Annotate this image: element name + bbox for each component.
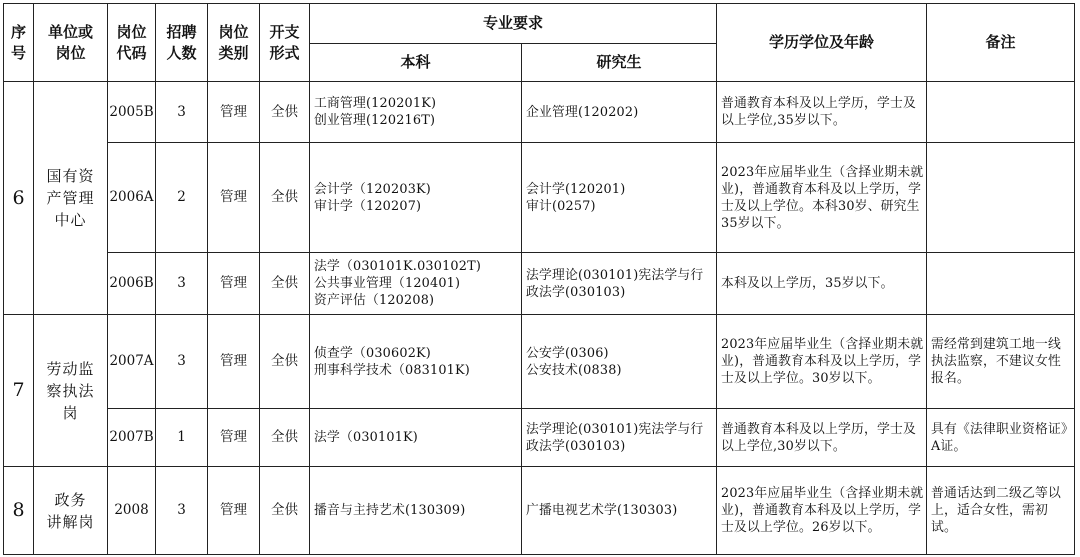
header-remarks: 备注 — [927, 4, 1075, 82]
cell-remarks: 需经常到建筑工地一线执法监察，不建议女性报名。 — [927, 315, 1075, 409]
recruitment-table — [3, 3, 1075, 555]
cell-funding: 全供 — [260, 143, 310, 253]
cell-bachelor: 侦查学（030602K) 刑事科学技术（083101K) — [310, 315, 522, 409]
cell-funding: 全供 — [260, 82, 310, 143]
table-row — [4, 253, 1075, 315]
cell-category: 管理 — [208, 409, 260, 467]
cell-count: 3 — [156, 82, 208, 143]
header-row-1 — [4, 4, 1075, 44]
header-graduate: 研究生 — [522, 44, 717, 82]
cell-code: 2006A — [108, 143, 156, 253]
cell-category: 管理 — [208, 143, 260, 253]
cell-graduate: 会计学(120201) 审计(0257) — [522, 143, 717, 253]
header-bachelor: 本科 — [310, 44, 522, 82]
table-row — [4, 467, 1075, 555]
cell-category: 管理 — [208, 467, 260, 555]
header-education: 学历学位及年龄 — [717, 4, 927, 82]
cell-funding: 全供 — [260, 253, 310, 315]
cell-education: 普通教育本科及以上学历，学士及以上学位,35岁以下。 — [717, 82, 927, 143]
cell-code: 2007A — [108, 315, 156, 409]
table-row — [4, 143, 1075, 253]
group-unit: 劳动监 察执法 岗 — [34, 315, 108, 467]
table-row — [4, 82, 1075, 143]
recruitment-table-container — [3, 3, 1075, 555]
cell-category: 管理 — [208, 82, 260, 143]
header-major: 专业要求 — [310, 4, 717, 44]
cell-graduate: 企业管理(120202) — [522, 82, 717, 143]
cell-count: 3 — [156, 253, 208, 315]
group-unit: 政务 讲解岗 — [34, 467, 108, 555]
cell-education: 2023年应届毕业生（含择业期未就业)，普通教育本科及以上学历，学士及以上学位。本科30岁、研究生35岁以下。 — [717, 143, 927, 253]
cell-graduate: 公安学(0306) 公安技术(0838) — [522, 315, 717, 409]
cell-funding: 全供 — [260, 409, 310, 467]
group-index: 8 — [4, 467, 34, 555]
cell-graduate: 法学理论(030101)宪法学与行政法学(030103) — [522, 253, 717, 315]
cell-education: 本科及以上学历，35岁以下。 — [717, 253, 927, 315]
group-unit: 国有资 产管理 中心 — [34, 82, 108, 315]
cell-funding: 全供 — [260, 467, 310, 555]
header-funding: 开支 形式 — [260, 4, 310, 82]
cell-bachelor: 工商管理(120201K) 创业管理(120216T) — [310, 82, 522, 143]
cell-count: 2 — [156, 143, 208, 253]
cell-bachelor: 会计学（120203K) 审计学（120207) — [310, 143, 522, 253]
cell-graduate: 广播电视艺术学(130303) — [522, 467, 717, 555]
cell-remarks: 具有《法律职业资格证》A证。 — [927, 409, 1075, 467]
cell-funding: 全供 — [260, 315, 310, 409]
cell-count: 1 — [156, 409, 208, 467]
cell-category: 管理 — [208, 253, 260, 315]
cell-remarks — [927, 82, 1075, 143]
cell-education: 2023年应届毕业生（含择业期未就业)，普通教育本科及以上学历，学士及以上学位。26岁以下。 — [717, 467, 927, 555]
group-index: 7 — [4, 315, 34, 467]
cell-count: 3 — [156, 315, 208, 409]
header-code: 岗位 代码 — [108, 4, 156, 82]
cell-education: 2023年应届毕业生（含择业期未就业)，普通教育本科及以上学历，学士及以上学位。30岁以下。 — [717, 315, 927, 409]
cell-code: 2008 — [108, 467, 156, 555]
header-count: 招聘 人数 — [156, 4, 208, 82]
header-unit: 单位或 岗位 — [34, 4, 108, 82]
cell-bachelor: 播音与主持艺术(130309) — [310, 467, 522, 555]
cell-bachelor: 法学（030101K) — [310, 409, 522, 467]
cell-remarks — [927, 143, 1075, 253]
table-row — [4, 409, 1075, 467]
table-row — [4, 315, 1075, 409]
cell-code: 2007B — [108, 409, 156, 467]
cell-code: 2005B — [108, 82, 156, 143]
cell-category: 管理 — [208, 315, 260, 409]
header-seq: 序 号 — [4, 4, 34, 82]
cell-code: 2006B — [108, 253, 156, 315]
cell-remarks — [927, 253, 1075, 315]
group-index: 6 — [4, 82, 34, 315]
cell-bachelor: 法学（030101K.030102T) 公共事业管理（120401) 资产评估（120208) — [310, 253, 522, 315]
header-category: 岗位 类别 — [208, 4, 260, 82]
cell-graduate: 法学理论(030101)宪法学与行政法学(030103) — [522, 409, 717, 467]
cell-education: 普通教育本科及以上学历，学士及以上学位,30岁以下。 — [717, 409, 927, 467]
cell-count: 3 — [156, 467, 208, 555]
cell-remarks: 普通话达到二级乙等以上，适合女性，需初试。 — [927, 467, 1075, 555]
